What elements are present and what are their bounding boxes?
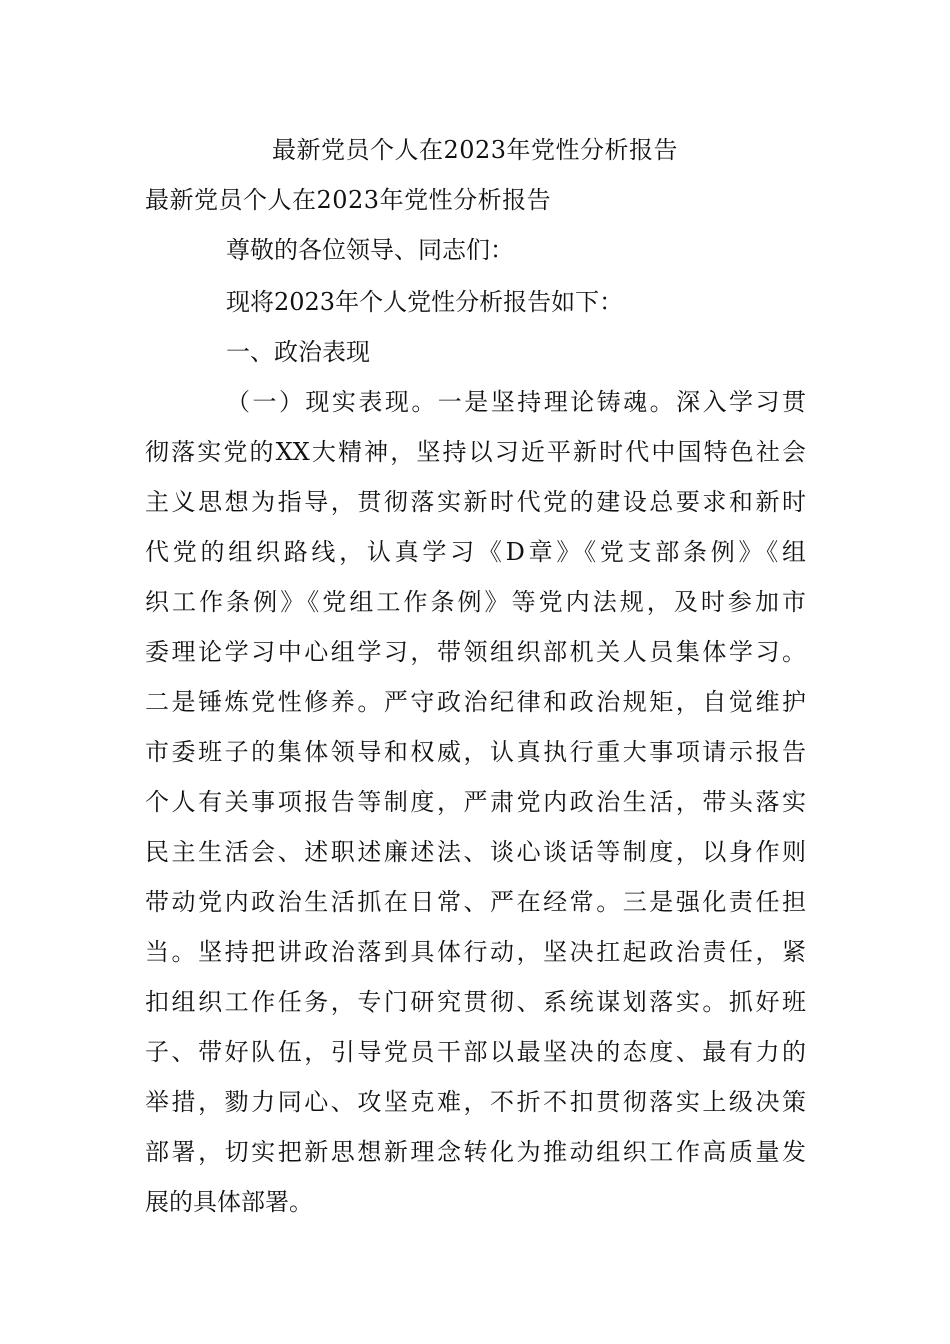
paragraph-line: 委理论学习中心组学习，带领组织部机关人员集体学习。 — [145, 638, 806, 666]
paragraph-line: 部署，切实把新思想新理念转化为推动组织工作高质量发 — [145, 1138, 806, 1166]
paragraph-line: （一）现实表现。一是坚持理论铸魂。深入学习贯 — [226, 388, 806, 416]
paragraph-line: 主义思想为指导，贯彻落实新时代党的建设总要求和新时 — [145, 488, 806, 516]
document-subtitle: 最新党员个人在2023年党性分析报告 — [145, 186, 552, 214]
paragraph-line: 带动党内政治生活抓在日常、严在经常。三是强化责任担 — [145, 888, 806, 916]
paragraph-line: 子、带好队伍，引导党员干部以最坚决的态度、最有力的 — [145, 1038, 806, 1066]
paragraph-line: 举措，勠力同心、攻坚克难，不折不扣贯彻落实上级决策 — [145, 1088, 806, 1116]
document-title: 最新党员个人在2023年党性分析报告 — [271, 136, 679, 164]
greeting: 尊敬的各位领导、同志们： — [226, 236, 514, 264]
paragraph-line: 个人有关事项报告等制度，严肃党内政治生活，带头落实 — [145, 788, 806, 816]
intro-line: 现将2023年个人党性分析报告如下： — [226, 288, 624, 316]
paragraph-line: 彻落实党的XX大精神，坚持以习近平新时代中国特色社会 — [145, 438, 806, 466]
paragraph-line: 当。坚持把讲政治落到具体行动，坚决扛起政治责任，紧 — [145, 938, 806, 966]
paragraph-line: 民主生活会、述职述廉述法、谈心谈话等制度，以身作则 — [145, 838, 806, 866]
paragraph-line: 市委班子的集体领导和权威，认真执行重大事项请示报告 — [145, 738, 806, 766]
section-heading: 一、政治表现 — [226, 338, 370, 366]
paragraph-line: 扣组织工作任务，专门研究贯彻、系统谋划落实。抓好班 — [145, 988, 806, 1016]
paragraph-line: 织工作条例》《党组工作条例》等党内法规，及时参加市 — [145, 588, 806, 616]
paragraph-line: 展的具体部署。 — [145, 1188, 313, 1216]
paragraph-line: 二是锤炼党性修养。严守政治纪律和政治规矩，自觉维护 — [145, 688, 806, 716]
paragraph-line: 代党的组织路线，认真学习《D章》《党支部条例》《组 — [145, 538, 806, 566]
